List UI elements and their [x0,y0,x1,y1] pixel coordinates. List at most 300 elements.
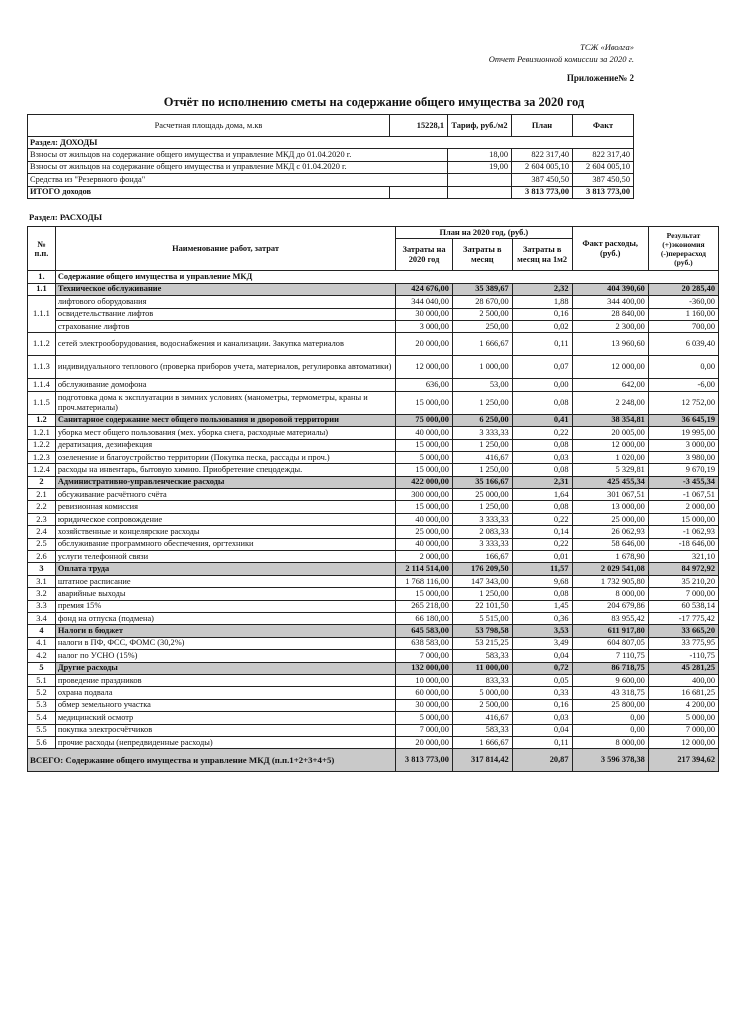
expense-row-result: 3 000,00 [648,439,718,451]
expense-row-m2: 0,33 [512,687,572,699]
expense-row [28,588,719,600]
expense-row-number: 1. [28,271,56,283]
expense-row-result: -1 062,93 [648,526,718,538]
plan-header: План [512,115,573,137]
expense-row-name: Налоги в бюджет [55,625,395,637]
expense-row-m2: 9,68 [512,575,572,587]
expense-row [28,379,719,391]
expense-row-result: 36 645,19 [648,414,718,426]
expense-row [28,551,719,563]
expense-row-fact: 611 917,80 [572,625,648,637]
expense-row-year: 15 000,00 [396,501,453,513]
expense-row-month: 1 250,00 [452,391,512,414]
expense-row [28,674,719,686]
expense-row-result: 19 995,00 [648,427,718,439]
expense-row-result: 0,00 [648,356,718,379]
expense-row-fact: 9 600,00 [572,674,648,686]
expense-row-result: 33 775,95 [648,637,718,649]
expense-row-fact: 58 646,00 [572,538,648,550]
expense-row-month: 583,33 [452,650,512,662]
expense-row-year: 300 000,00 [396,489,453,501]
expense-row-year: 5 000,00 [396,712,453,724]
expense-row [28,699,719,711]
expense-row-number: 1.2.2 [28,439,56,451]
income-row-name: Взносы от жильцов на содержание общего имущества и управление МКД до 01.04.2020 г. [28,149,448,161]
income-total-label: ИТОГО доходов [28,186,390,198]
expense-row-fact: 26 062,93 [572,526,648,538]
expense-row-m2: 0,02 [512,320,572,332]
expense-row-fact: 28 840,00 [572,308,648,320]
income-row-name: Взносы от жильцов на содержание общего имущества и управление МКД с 01.04.2020 г. [28,161,448,173]
expense-row-name: Оплата труда [55,563,395,575]
expense-row-fact: 20 005,00 [572,427,648,439]
col-month-header: Затраты в месяц [452,239,512,271]
expense-row-year: 424 676,00 [396,283,453,295]
expense-row-number: 5.6 [28,736,56,748]
commission-report-label: Отчет Ревизионной комиссии за 2020 г. [488,54,634,64]
expense-row-name: озеленение и благоустройство территории (Покупка песка, рассады и проч.) [55,451,395,463]
expense-row [28,427,719,439]
expense-row-year: 75 000,00 [396,414,453,426]
expense-row-number: 3.2 [28,588,56,600]
income-row-plan: 387 450,50 [512,174,573,186]
expense-row-month: 1 000,00 [452,356,512,379]
expense-row [28,526,719,538]
expense-row-name: Содержание общего имущества и управление МКД [55,271,718,283]
income-row-name: Средства из "Резервного фонда" [28,174,448,186]
income-table [27,114,634,199]
expense-row-result: 20 285,40 [648,283,718,295]
expense-row-result: 84 972,92 [648,563,718,575]
expense-row-year: 265 218,00 [396,600,453,612]
expense-row-name: охрана подвала [55,687,395,699]
expense-row-month: 166,67 [452,551,512,563]
expense-row-result: -6,00 [648,379,718,391]
expense-row-name: освидетельствание лифтов [55,308,395,320]
expense-row-year: 10 000,00 [396,674,453,686]
expense-row-year: 645 583,00 [396,625,453,637]
expense-row-month: 25 000,00 [452,489,512,501]
expense-row-fact: 204 679,86 [572,600,648,612]
expenses-total-label: ВСЕГО: Содержание общего имущества и управление МКД (п.п.1+2+3+4+5) [28,749,396,772]
expense-row-m2: 0,22 [512,538,572,550]
fact-header: Факт [573,115,634,137]
expense-row [28,600,719,612]
expense-row-name: услуги телефонной связи [55,551,395,563]
expense-row-fact: 86 718,75 [572,662,648,674]
expense-row-number: 1.1.4 [28,379,56,391]
expense-row-m2: 0,72 [512,662,572,674]
expense-row-number: 2.2 [28,501,56,513]
expense-row-year: 132 000,00 [396,662,453,674]
expense-row-number: 4 [28,625,56,637]
expense-row-year: 638 583,00 [396,637,453,649]
expense-row-month: 53 798,58 [452,625,512,637]
expense-row-name: Техническое обслуживание [55,283,395,295]
expense-row [28,476,719,488]
expense-row-result: 4 200,00 [648,699,718,711]
expenses-total-year: 3 813 773,00 [396,749,453,772]
expense-row-result: 1 160,00 [648,308,718,320]
expense-row-m2: 11,57 [512,563,572,575]
expense-row-result: 400,00 [648,674,718,686]
expense-row-number: 1.1.3 [28,356,56,379]
expenses-total-fact: 3 596 378,38 [572,749,648,772]
expense-row-result: 33 665,20 [648,625,718,637]
expense-row-month: 3 333,33 [452,513,512,525]
expense-row-m2: 0,04 [512,724,572,736]
expense-row-result: -18 646,00 [648,538,718,550]
expense-row-year: 2 114 514,00 [396,563,453,575]
expense-row-year: 15 000,00 [396,588,453,600]
income-row [28,149,634,161]
expense-row-m2: 1,88 [512,296,572,308]
income-row [28,161,634,173]
expense-row [28,575,719,587]
expense-row-month: 1 250,00 [452,464,512,476]
expense-row-year: 7 000,00 [396,724,453,736]
income-row-plan: 2 604 005,10 [512,161,573,173]
expense-row-month: 1 250,00 [452,501,512,513]
expense-row-m2: 0,08 [512,439,572,451]
expense-row-month: 5 515,00 [452,612,512,624]
expense-row-name: Административно-управленческие расходы [55,476,395,488]
expense-row-m2: 1,64 [512,489,572,501]
expense-row-number: 3 [28,563,56,575]
expense-row-name: штатное расписание [55,575,395,587]
expense-row-fact: 12 000,00 [572,356,648,379]
expense-row-m2: 0,03 [512,451,572,463]
expense-row-month: 11 000,00 [452,662,512,674]
expenses-total-m2: 20,87 [512,749,572,772]
expense-row-number: 2.4 [28,526,56,538]
income-total-tariff [448,186,512,198]
expense-row-year: 15 000,00 [396,439,453,451]
expense-row-m2: 0,04 [512,650,572,662]
expense-row-fact: 13 960,60 [572,333,648,356]
expense-row-number: 2.5 [28,538,56,550]
expense-row-m2: 0,08 [512,588,572,600]
expense-row-name: проведение праздников [55,674,395,686]
expense-row-m2: 0,07 [512,356,572,379]
expense-row-m2: 0,08 [512,464,572,476]
expense-row-result: 16 681,25 [648,687,718,699]
expense-row-name: Санитарное содержание мест общего пользования и дворовой территории [55,414,395,426]
expense-row-fact: 2 248,00 [572,391,648,414]
expense-row-year: 60 000,00 [396,687,453,699]
expense-row-m2: 0,00 [512,379,572,391]
expense-row-name: расходы на инвентарь, бытовую химию. Приобретение спецодежды. [55,464,395,476]
expense-row-fact: 2 029 541,08 [572,563,648,575]
expense-row [28,283,719,295]
expense-row [28,271,719,283]
expense-row-month: 583,33 [452,724,512,736]
expense-row-year: 30 000,00 [396,308,453,320]
expense-row-name: индивидуального теплового (проверка приборов учета, материалов, регулировка автоматики) [55,356,395,379]
expense-row-month: 1 250,00 [452,439,512,451]
expense-row-number: 1.1.1 [28,296,56,333]
expense-row [28,489,719,501]
expense-row-year: 15 000,00 [396,391,453,414]
expense-row-year: 20 000,00 [396,333,453,356]
expense-row-number: 5.4 [28,712,56,724]
expense-row-result: 12 000,00 [648,736,718,748]
expense-row [28,320,719,332]
expense-row-name: подготовка дома к эксплуатации в зимних условиях (манометры, термометры, краны и проч.материалы) [55,391,395,414]
expense-row [28,724,719,736]
expense-row-number: 4.1 [28,637,56,649]
expense-row-month: 3 333,33 [452,538,512,550]
expense-row-result: 3 980,00 [648,451,718,463]
expense-row-number: 1.1 [28,283,56,295]
expense-row-year: 5 000,00 [396,451,453,463]
expense-row-month: 53 215,25 [452,637,512,649]
expenses-total-result: 217 394,62 [648,749,718,772]
expense-row-m2: 0,22 [512,513,572,525]
expense-row-month: 3 333,33 [452,427,512,439]
expense-row [28,439,719,451]
expense-row [28,308,719,320]
expense-row [28,333,719,356]
income-total-empty [390,186,448,198]
expense-row-number: 5.5 [28,724,56,736]
expense-row-name: юридическое сопровождение [55,513,395,525]
expense-row-number: 3.4 [28,612,56,624]
expense-row-m2: 0,01 [512,551,572,563]
expense-row-result: 12 752,00 [648,391,718,414]
expense-row-month: 22 101,50 [452,600,512,612]
income-total-plan: 3 813 773,00 [512,186,573,198]
expense-row-m2: 0,22 [512,427,572,439]
expense-row-year: 12 000,00 [396,356,453,379]
expense-row [28,736,719,748]
expense-row-fact: 12 000,00 [572,439,648,451]
expense-row-fact: 8 000,00 [572,588,648,600]
expense-row-name: аварийные выходы [55,588,395,600]
expense-row [28,662,719,674]
expense-row-result: 700,00 [648,320,718,332]
col-fact-header: Факт расходы, (руб.) [572,227,648,271]
expense-row-m2: 0,11 [512,736,572,748]
expense-row-name: сетей электрооборудования, водоснабжения и канализации. Закупка материалов [55,333,395,356]
expense-row-name: обслуживание домофона [55,379,395,391]
expense-row-name: премия 15% [55,600,395,612]
expense-row-fact: 83 955,42 [572,612,648,624]
expense-row-number: 2 [28,476,56,488]
expense-row-fact: 604 807,05 [572,637,648,649]
expense-row [28,538,719,550]
expense-row [28,356,719,379]
expense-row-m2: 2,32 [512,283,572,295]
expense-row [28,563,719,575]
expenses-table [27,226,719,772]
expense-row-year: 40 000,00 [396,427,453,439]
expense-row-number: 1.1.5 [28,391,56,414]
expense-row-m2: 0,05 [512,674,572,686]
expense-row [28,464,719,476]
expense-row-month: 53,00 [452,379,512,391]
appendix-label: Приложение№ 2 [566,73,634,83]
expense-row-name: хозяйственные и концелярские расходы [55,526,395,538]
col-year-header: Затраты на 2020 год [396,239,453,271]
expense-row-result: 7 000,00 [648,724,718,736]
expense-row-m2: 0,08 [512,501,572,513]
expense-row-m2: 0,14 [512,526,572,538]
expense-row [28,296,719,308]
expense-row-result: 45 281,25 [648,662,718,674]
income-row-tariff: 18,00 [448,149,512,161]
income-row-plan: 822 317,40 [512,149,573,161]
expense-row-number: 2.1 [28,489,56,501]
income-row-fact: 822 317,40 [573,149,634,161]
expense-row-month: 1 250,00 [452,588,512,600]
expense-row-fact: 1 020,00 [572,451,648,463]
expense-row-name: прочие расходы (непредвиденные расходы) [55,736,395,748]
expense-row-name: обслуживание программного обеспечения, оргтехники [55,538,395,550]
expense-row-name: медицинский осмотр [55,712,395,724]
expense-row-fact: 1 678,90 [572,551,648,563]
income-row-fact: 2 604 005,10 [573,161,634,173]
expense-row-name: налоги в ПФ, ФСС, ФОМС (30,2%) [55,637,395,649]
expense-row-month: 147 343,00 [452,575,512,587]
expense-row-number: 5 [28,662,56,674]
income-row-fact: 387 450,50 [573,174,634,186]
expense-row-name: уборка мест общего пользования (мех. уборка снега, расходные материалы) [55,427,395,439]
expense-row-fact: 25 800,00 [572,699,648,711]
expense-row-result: 35 210,20 [648,575,718,587]
expense-row [28,414,719,426]
expense-row [28,625,719,637]
expense-row-number: 1.2.4 [28,464,56,476]
expense-row-result: 60 538,14 [648,600,718,612]
expense-row-m2: 0,41 [512,414,572,426]
col-num-header: № п.п. [28,227,56,271]
expense-row-fact: 0,00 [572,724,648,736]
expense-row [28,637,719,649]
col-plan-group-header: План на 2020 год, (руб.) [396,227,572,239]
tariff-header: Тариф, руб./м2 [448,115,512,137]
expense-row-number: 4.2 [28,650,56,662]
expense-row-m2: 3,53 [512,625,572,637]
area-label: Расчетная площадь дома, м.кв [28,115,390,137]
expense-row-name: лифтового оборудования [55,296,395,308]
expense-row-month: 35 389,67 [452,283,512,295]
income-row-tariff [448,174,512,186]
expense-row-year: 40 000,00 [396,538,453,550]
expense-row-fact: 1 732 905,80 [572,575,648,587]
expense-row-year: 422 000,00 [396,476,453,488]
expense-row [28,451,719,463]
page-title: Отчёт по исполнению сметы на содержание общего имущества за 2020 год [163,95,585,109]
expense-row-m2: 0,03 [512,712,572,724]
expense-row-result: -110,75 [648,650,718,662]
expense-row-fact: 642,00 [572,379,648,391]
expense-row-month: 6 250,00 [452,414,512,426]
col-result-header: Результат (+)экономия (-)перерасход (руб.) [648,227,718,271]
expense-row-result: -360,00 [648,296,718,308]
expense-row-fact: 38 354,81 [572,414,648,426]
expense-row-month: 2 500,00 [452,699,512,711]
expense-row-fact: 7 110,75 [572,650,648,662]
expense-row [28,712,719,724]
expense-row-m2: 0,16 [512,699,572,711]
expense-row-result: 9 670,19 [648,464,718,476]
expense-row [28,391,719,414]
expense-row-m2: 3,49 [512,637,572,649]
expense-row-month: 5 000,00 [452,687,512,699]
expense-row-fact: 25 000,00 [572,513,648,525]
expense-row-m2: 0,16 [512,308,572,320]
expense-row-month: 176 209,50 [452,563,512,575]
expense-row-year: 3 000,00 [396,320,453,332]
expense-row [28,513,719,525]
expense-row-number: 5.2 [28,687,56,699]
expense-row-result: 7 000,00 [648,588,718,600]
expense-row-number: 5.1 [28,674,56,686]
expense-row-fact: 8 000,00 [572,736,648,748]
expense-row-result: 5 000,00 [648,712,718,724]
expense-row-result: -3 455,34 [648,476,718,488]
expense-row-fact: 0,00 [572,712,648,724]
expense-row-name: фонд на отпуска (подмена) [55,612,395,624]
col-name-header: Наименование работ, затрат [55,227,395,271]
expense-row-name: страхование лифтов [55,320,395,332]
expense-row-year: 15 000,00 [396,464,453,476]
expense-row-number: 1.2.3 [28,451,56,463]
expense-row-month: 28 670,00 [452,296,512,308]
expense-row-name: Другие расходы [55,662,395,674]
expense-row-fact: 13 000,00 [572,501,648,513]
expense-row-year: 1 768 116,00 [396,575,453,587]
expense-row-number: 3.1 [28,575,56,587]
expense-row-year: 636,00 [396,379,453,391]
expense-row-year: 2 000,00 [396,551,453,563]
expense-row-number: 3.3 [28,600,56,612]
expense-row-name: покупка электросчётчиков [55,724,395,736]
expense-row-number: 2.3 [28,513,56,525]
expense-row-result: 6 039,40 [648,333,718,356]
expense-row-fact: 344 400,00 [572,296,648,308]
expense-row [28,612,719,624]
expense-row-month: 416,67 [452,712,512,724]
expense-row-result: -17 775,42 [648,612,718,624]
expense-row-number: 5.3 [28,699,56,711]
expense-row-year: 7 000,00 [396,650,453,662]
expense-row-year: 30 000,00 [396,699,453,711]
expenses-section-label: Раздел: РАСХОДЫ [29,212,103,222]
expense-row [28,650,719,662]
expense-row-m2: 0,08 [512,391,572,414]
expense-row-result: -1 067,51 [648,489,718,501]
expense-row-name: обмер земельного участка [55,699,395,711]
income-row [28,174,634,186]
expense-row-month: 250,00 [452,320,512,332]
expense-row-m2: 1,45 [512,600,572,612]
expense-row-result: 2 000,00 [648,501,718,513]
expense-row-year: 20 000,00 [396,736,453,748]
income-total-fact: 3 813 773,00 [573,186,634,198]
expense-row-fact: 425 455,34 [572,476,648,488]
expense-row-m2: 0,36 [512,612,572,624]
expense-row-year: 25 000,00 [396,526,453,538]
expense-row-name: налог по УСНО (15%) [55,650,395,662]
expense-row-number: 1.2.1 [28,427,56,439]
expense-row-fact: 301 067,51 [572,489,648,501]
expense-row-name: ревизионная комиссия [55,501,395,513]
expense-row-year: 66 180,00 [396,612,453,624]
expense-row-name: дератизация, дезинфекция [55,439,395,451]
expense-row-m2: 0,11 [512,333,572,356]
